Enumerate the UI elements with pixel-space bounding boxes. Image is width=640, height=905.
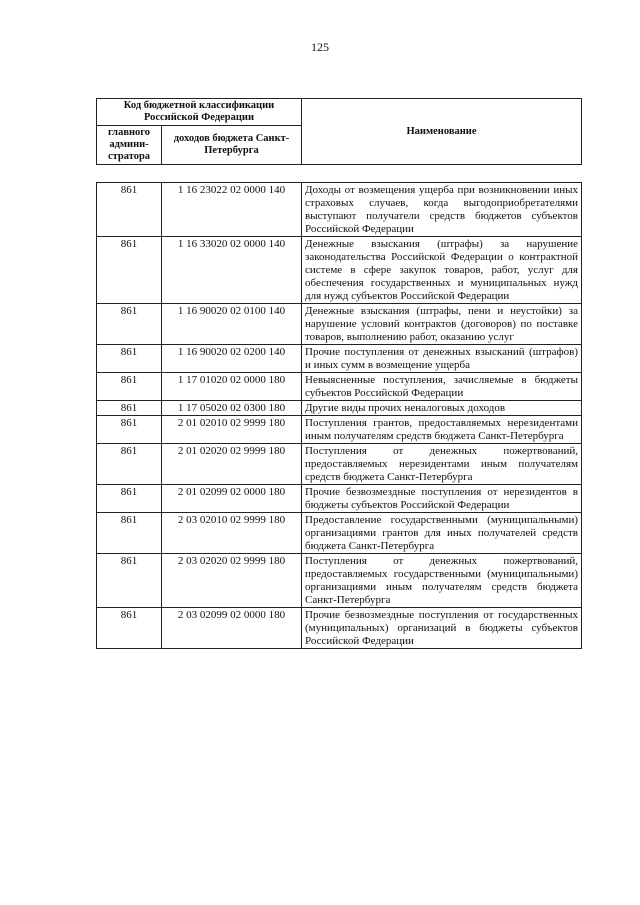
income-code-cell: 1 16 23022 02 0000 140 <box>162 183 302 237</box>
name-column-header: Наименование <box>302 99 582 165</box>
table-row <box>97 237 582 304</box>
income-name-cell: Прочие безвозмездные поступления от государственных (муниципальных) организаций в бюджеты субъектов Российской Федерации <box>302 608 582 649</box>
budget-code-group-header: Код бюджетной классификации Российской Федерации <box>97 99 302 126</box>
table-body <box>97 183 582 649</box>
admin-code-cell: 861 <box>97 554 162 608</box>
income-name-cell: Прочие поступления от денежных взысканий (штрафов) и иных сумм в возмещение ущерба <box>302 345 582 373</box>
income-name-cell: Денежные взыскания (штрафы) за нарушение законодательства Российской Федерации о контрактной системе в сфере закупок товаров, работ, услуг для обеспечения государственных и муниципальных нужд для нужд субъектов Российской Федерации <box>302 237 582 304</box>
table-row <box>97 444 582 485</box>
admin-code-cell: 861 <box>97 345 162 373</box>
admin-code-cell: 861 <box>97 183 162 237</box>
admin-code-cell: 861 <box>97 401 162 416</box>
income-code-cell: 1 16 90020 02 0100 140 <box>162 304 302 345</box>
income-name-cell: Доходы от возмещения ущерба при возникновении иных страховых случаев, когда выгодоприобретателями выступают получатели средств бюджетов субъектов Российской Федерации <box>302 183 582 237</box>
income-code-cell: 1 17 05020 02 0300 180 <box>162 401 302 416</box>
income-name-cell: Другие виды прочих неналоговых доходов <box>302 401 582 416</box>
table-row <box>97 416 582 444</box>
admin-code-cell: 861 <box>97 373 162 401</box>
income-name-cell: Предоставление государственными (муниципальными) организациями грантов для иных получателей средств бюджета Санкт-Петербурга <box>302 513 582 554</box>
table-row <box>97 183 582 237</box>
income-code-cell: 1 16 33020 02 0000 140 <box>162 237 302 304</box>
income-code-cell: 2 01 02020 02 9999 180 <box>162 444 302 485</box>
table-row <box>97 513 582 554</box>
table-row <box>97 345 582 373</box>
admin-code-cell: 861 <box>97 304 162 345</box>
income-code-cell: 2 01 02010 02 9999 180 <box>162 416 302 444</box>
admin-code-cell: 861 <box>97 444 162 485</box>
table-row <box>97 304 582 345</box>
table-row <box>97 608 582 649</box>
admin-code-cell: 861 <box>97 513 162 554</box>
income-code-cell: 2 03 02010 02 9999 180 <box>162 513 302 554</box>
table-row <box>97 554 582 608</box>
admin-code-cell: 861 <box>97 485 162 513</box>
income-code-cell: 2 01 02099 02 0000 180 <box>162 485 302 513</box>
table-row <box>97 373 582 401</box>
admin-code-cell: 861 <box>97 416 162 444</box>
income-name-cell: Прочие безвозмездные поступления от нерезидентов в бюджеты субъектов Российской Федерации <box>302 485 582 513</box>
income-code-column-header: доходов бюджета Санкт-Петербурга <box>162 126 302 165</box>
admin-column-header: главного админи-стратора <box>97 126 162 165</box>
income-name-cell: Поступления от денежных пожертвований, предоставляемых нерезидентами иным получателям средств бюджета Санкт-Петербурга <box>302 444 582 485</box>
admin-code-cell: 861 <box>97 608 162 649</box>
income-code-cell: 2 03 02020 02 9999 180 <box>162 554 302 608</box>
income-code-cell: 1 17 01020 02 0000 180 <box>162 373 302 401</box>
income-name-cell: Поступления грантов, предоставляемых нерезидентами иным получателям средств бюджета Санкт-Петербурга <box>302 416 582 444</box>
table-row <box>97 401 582 416</box>
table-row <box>97 485 582 513</box>
income-name-cell: Денежные взыскания (штрафы, пени и неустойки) за нарушение условий контрактов (договоров) по поставке товаров, выполнению работ, оказанию услуг <box>302 304 582 345</box>
admin-code-cell: 861 <box>97 237 162 304</box>
income-name-cell: Невыясненные поступления, зачисляемые в бюджеты субъектов Российской Федерации <box>302 373 582 401</box>
page-number: 125 <box>311 40 329 54</box>
income-code-cell: 1 16 90020 02 0200 140 <box>162 345 302 373</box>
budget-code-table <box>96 182 582 649</box>
income-code-cell: 2 03 02099 02 0000 180 <box>162 608 302 649</box>
income-name-cell: Поступления от денежных пожертвований, предоставляемых государственными (муниципальными) организациями иным получателям средств бюджета Санкт-Петербурга <box>302 554 582 608</box>
column-header-table <box>96 98 582 165</box>
